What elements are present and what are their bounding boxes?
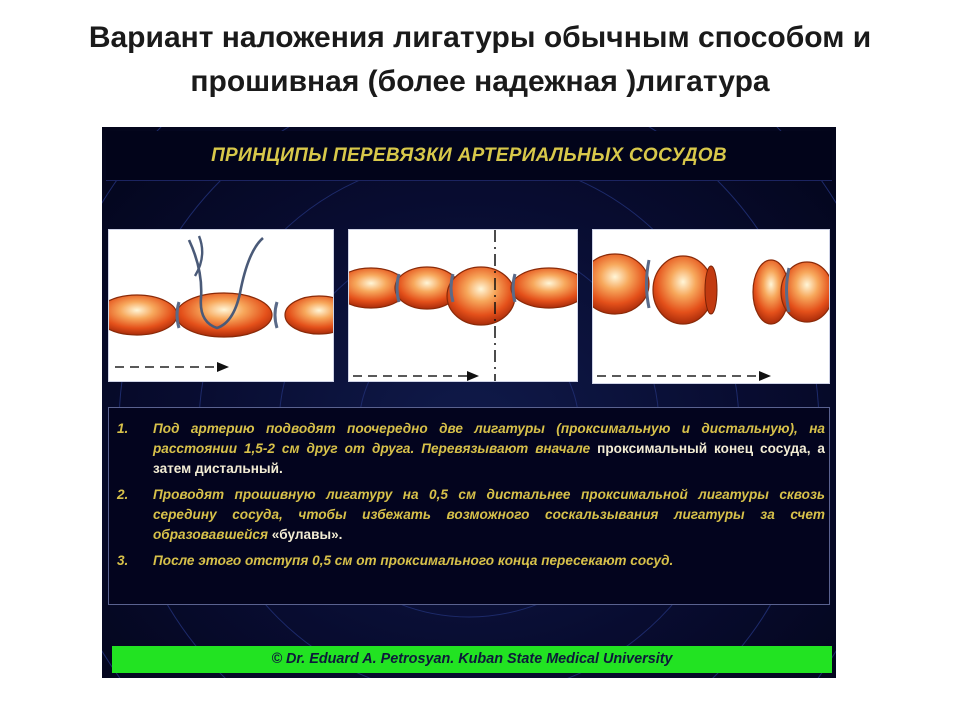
credit-text: © Dr. Eduard A. Petrosyan. Kuban State Medical University (271, 651, 673, 667)
credit-bar (112, 646, 832, 673)
panel-header-title: ПРИНЦИПЫ ПЕРЕВЯЗКИ АРТЕРИАЛЬНЫХ СОСУДОВ (211, 145, 727, 166)
step-number: 3. (117, 553, 129, 568)
panel-header (106, 131, 832, 181)
slide-title-line-2: прошивная (более надежная )лигатура (190, 65, 770, 98)
step-number: 1. (117, 421, 129, 436)
step-text: Проводят прошивную лигатуру на 0,5 см дистальнее проксимальной лигатуры сквозь середину сосуда, чтобы избежать возможного соскальзывания лигатуры за счет образовавшейся (153, 487, 825, 542)
slide-title (0, 16, 960, 104)
step-text-highlight: проксимальный конец сосуда, а затем дистальный. (153, 441, 825, 476)
ligation-principles-panel (102, 127, 836, 678)
steps-textbox (108, 407, 830, 605)
step-text: Под артерию подводят поочередно две лигатуры (проксимальную и дистальную), на расстоянии 1,5-2 см друг от друга. Перевязывают вначале (153, 421, 825, 456)
step-number: 2. (117, 487, 129, 502)
step-text: После этого отступя 0,5 см от проксимального конца пересекают сосуд. (153, 553, 674, 568)
vessel-cut-ends-illustration (592, 229, 830, 384)
vessel-transfixion-ligature-illustration (348, 229, 578, 382)
vessel-two-ligatures-illustration (108, 229, 334, 382)
slide-title-line-1: Вариант наложения лигатуры обычным способом и (88, 21, 872, 54)
step-text-highlight: «булавы». (271, 527, 343, 542)
